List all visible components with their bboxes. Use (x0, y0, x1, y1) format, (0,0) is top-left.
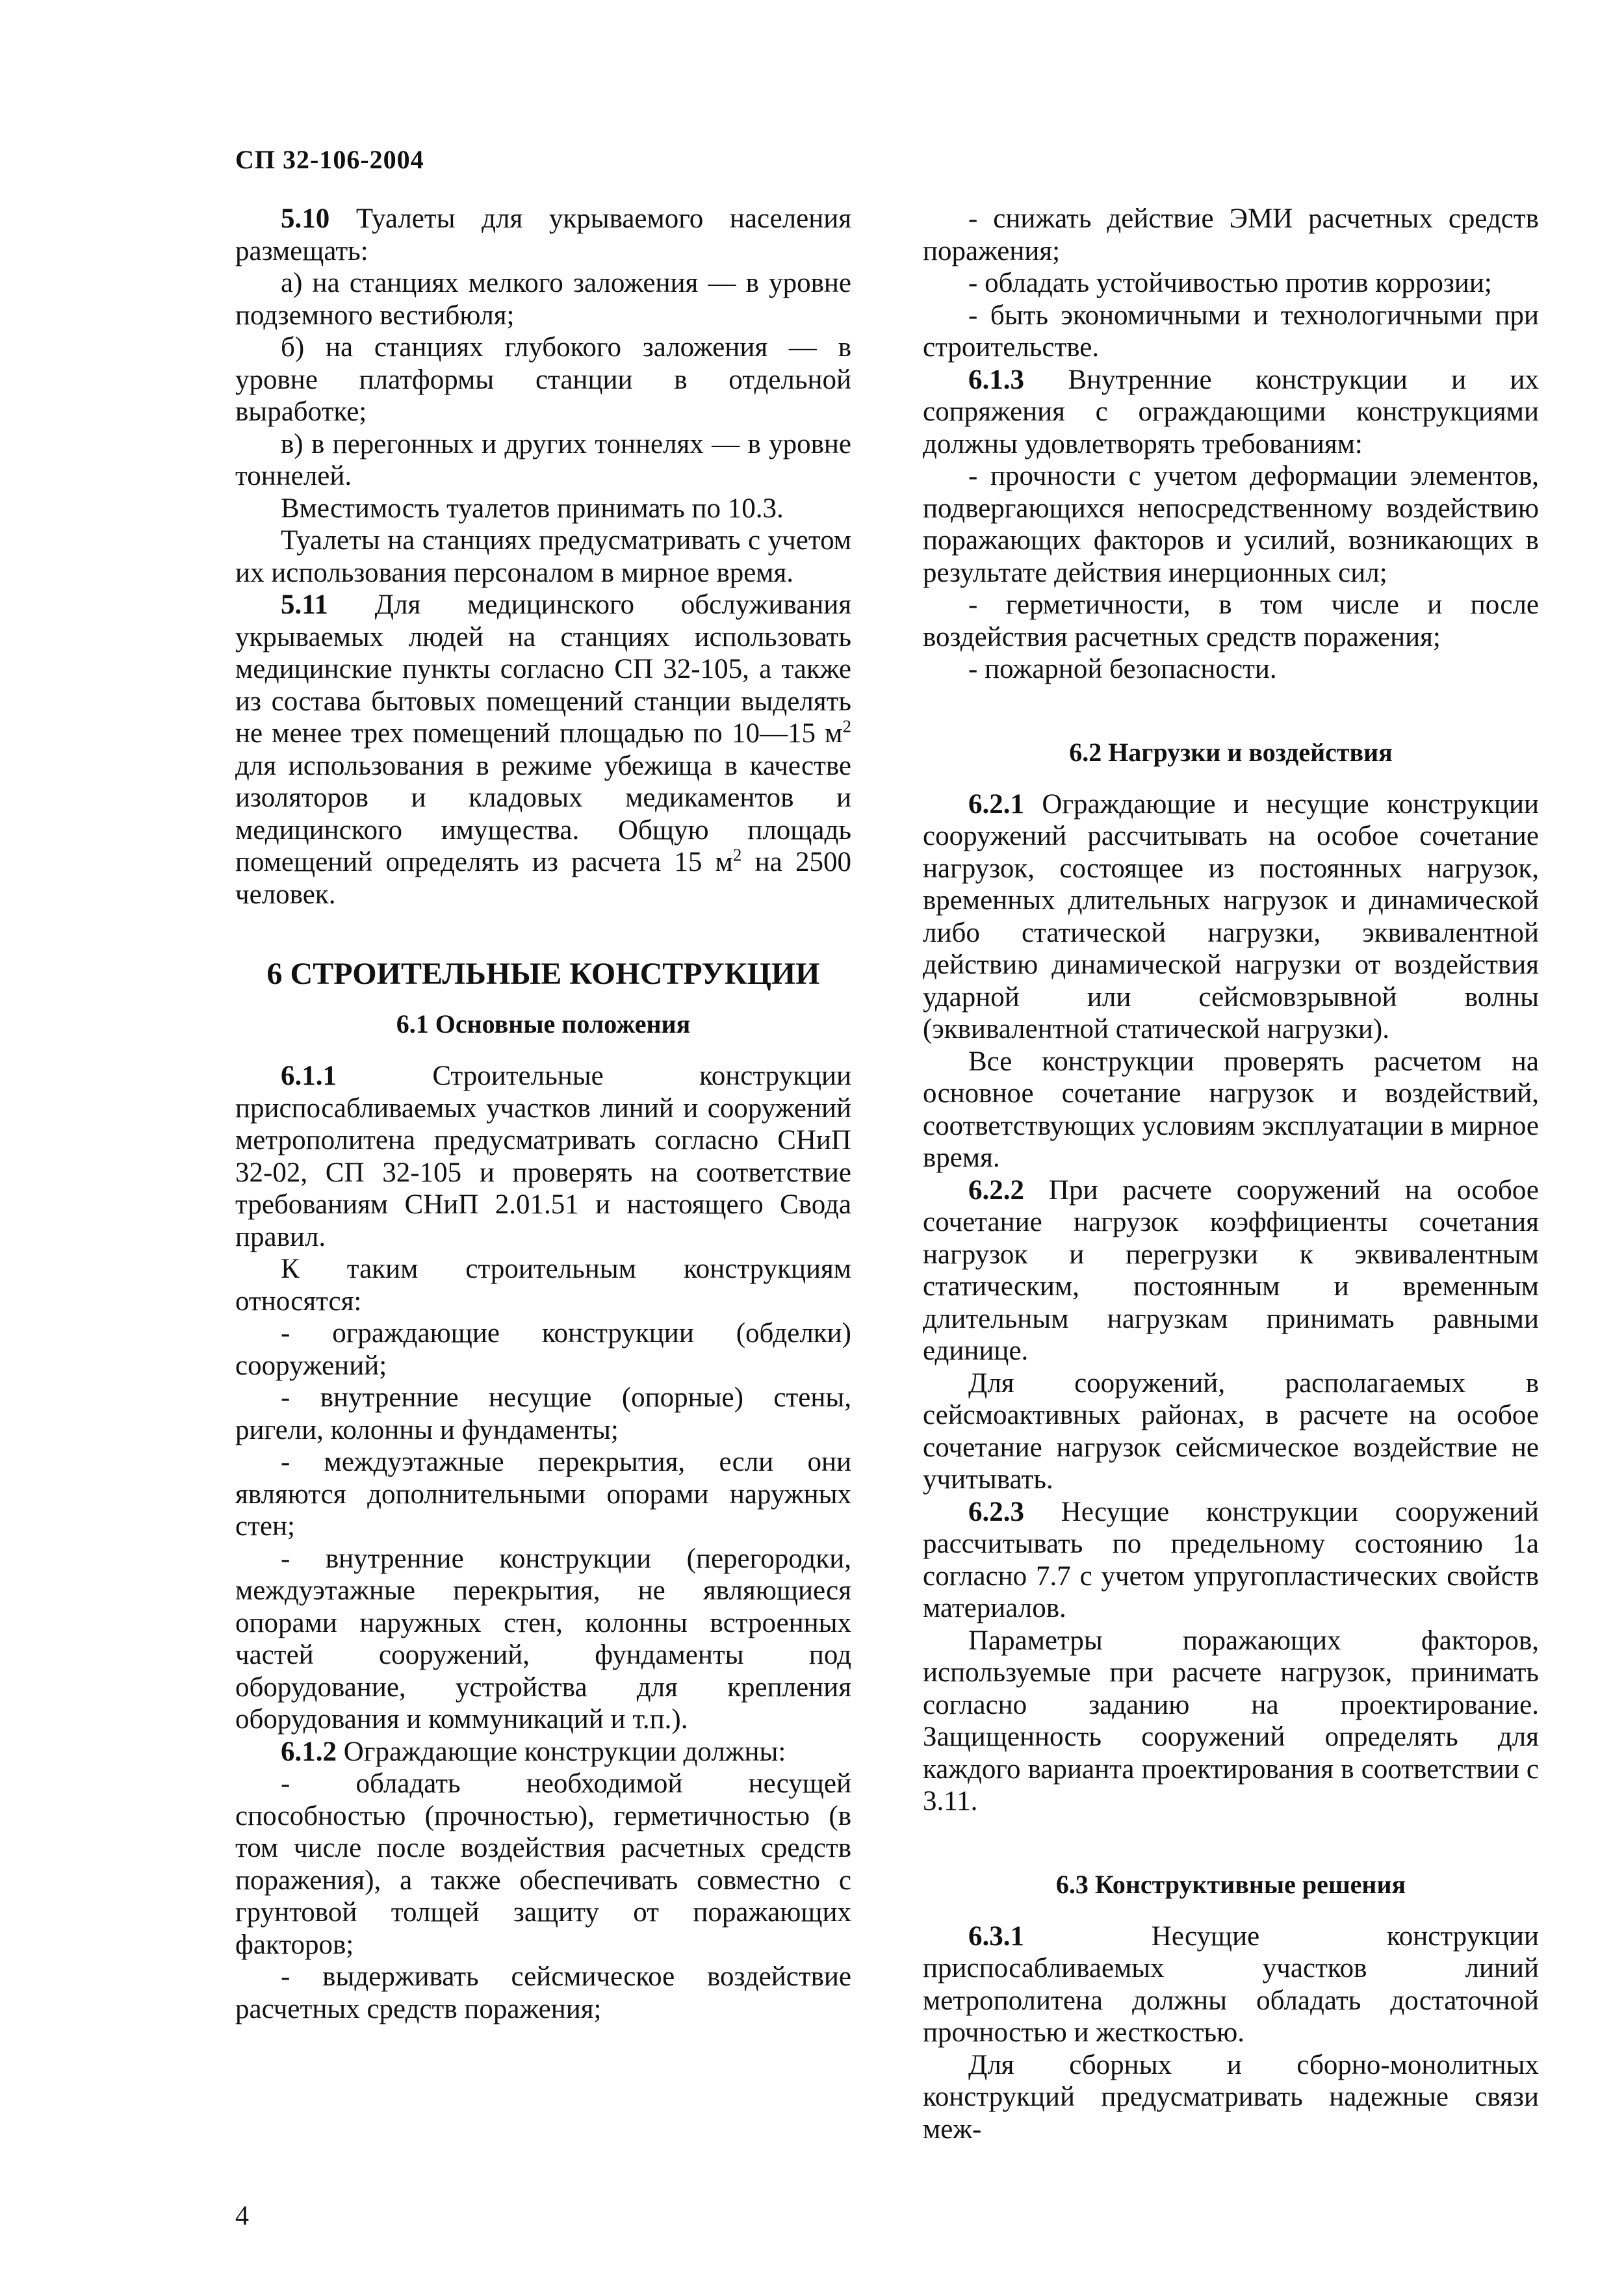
list-item: а) на станциях мелкого заложения — в уровне подземного вестибюля; (235, 268, 851, 331)
list-item: - обладать необходимой несущей способностью (прочностью), герметичностью (в том числе после воздействия расчетных средств поражения), а также обеспечивать совместно с грунтовой толщей защиту от поражающих факторов; (235, 1768, 851, 1960)
clause-number: 5.10 (281, 203, 330, 234)
paragraph-5-10: 5.10 Туалеты для укрываемого населения размещать: (235, 203, 851, 266)
list-item: - быть экономичными и технологичными при строительстве. (923, 300, 1539, 363)
superscript: 2 (732, 845, 742, 865)
clause-number: 6.1.1 (281, 1061, 337, 1091)
paragraph-6-1-1: 6.1.1 Строительные конструкции приспосабливаемых участков линий и сооружений метрополитена предусматривать согласно СНиП 32-02, СП 32-105 и проверять на соответствие требованиям СНиП 2.01.51 и настоящего Свода правил. (235, 1061, 851, 1252)
paragraph: Все конструкции проверять расчетом на основное сочетание нагрузок и воздействий, соответствующих условиям эксплуатации в мирное время. (923, 1046, 1539, 1173)
clause-number: 6.2.2 (968, 1174, 1024, 1206)
superscript: 2 (842, 716, 851, 736)
list-item: - снижать действие ЭМИ расчетных средств поражения; (923, 203, 1539, 266)
paragraph-6-1-2: 6.1.2 Ограждающие конструкции должны: (281, 1736, 786, 1767)
list-item: - герметичности, в том числе и после воздействия расчетных средств поражения; (923, 589, 1539, 653)
list-item: - прочности с учетом деформации элементов, подвергающихся непосредственному воздействию поражающих факторов и усилий, возникающих в результате действия инерционных сил; (923, 461, 1539, 588)
section-title: 6.2 Нагрузки и воздействия (1069, 737, 1393, 767)
paragraph-6-3-1: 6.3.1 Несущие конструкции приспосабливаемых участков линий метрополитена должны обладать достаточной прочностью и жесткостью. (923, 1920, 1539, 2048)
list-item: - ограждающие конструкции (обделки) сооружений; (235, 1318, 851, 1381)
page-number: 4 (235, 2201, 249, 2231)
list-item: - внутренние несущие (опорные) стены, ригели, колонны и фундаменты; (235, 1382, 851, 1445)
list-item: - обладать устойчивостью против коррозии; (968, 268, 1492, 298)
chapter-title: 6 СТРОИТЕЛЬНЫЕ КОНСТРУКЦИИ (266, 957, 820, 991)
paragraph: Параметры поражающих факторов, используемые при расчете нагрузок, принимать согласно заданию на проектирование. Защищенность сооружений определять для каждого варианта проектирования в соответствии с 3.11. (923, 1625, 1539, 1816)
clause-number: 6.1.3 (968, 364, 1024, 395)
paragraph: Туалеты на станциях предусматривать с учетом их использования персоналом в мирное время. (235, 525, 851, 588)
section-title: 6.1 Основные положения (396, 1009, 691, 1039)
list-item: - пожарной безопасности. (968, 654, 1277, 684)
clause-number: 6.2.1 (968, 788, 1024, 820)
paragraph-6-2-3: 6.2.3 Несущие конструкции сооружений рассчитывать по предельному состоянию 1а согласно 7.7 с учетом упругопластических свойств материалов. (923, 1496, 1539, 1623)
paragraph: Вместимость туалетов принимать по 10.3. (281, 493, 784, 524)
left-column (235, 203, 851, 2025)
paragraph-5-11: 5.11 Для медицинского обслуживания укрываемых людей на станциях использовать медицинские пункты согласно СП 32-105, а также из состава бытовых помещений станции выделять не менее трех помещений площадью по 10—15 $м^2$ для использования в режиме убежища в качестве изоляторов и кладовых медикаментов и медицинского имущества. Общую площадь помещений определять из расчета 15 $м^2$ на 2500 человек. (235, 589, 852, 910)
paragraph-6-2-2: 6.2.2 При расчете сооружений на особое сочетание нагрузок коэффициенты сочетания нагрузок и перегрузки к эквивалентным статическим, постоянным и временным длительным нагрузкам принимать равными единице. (923, 1174, 1539, 1366)
paragraph: Для сооружений, располагаемых в сейсмоактивных районах, в расчете на особое сочетание нагрузок сейсмическое воздействие не учитывать. (923, 1367, 1539, 1495)
list-item: - междуэтажные перекрытия, если они являются дополнительными опорами наружных стен; (235, 1447, 851, 1542)
right-column (923, 203, 1539, 2145)
paragraph: Для сборных и сборно-монолитных конструкций предусматривать надежные связи меж- (923, 2049, 1539, 2145)
clause-number: 6.1.2 (281, 1736, 337, 1767)
document-code-header: СП 32-106-2004 (235, 145, 424, 174)
list-item: - внутренние конструкции (перегородки, междуэтажные перекрытия, не являющиеся опорами наружных стен, колонны встроенных частей сооружений, фундаменты под оборудование, устройства для крепления оборудования и коммуникаций и т.п.). (235, 1543, 851, 1735)
clause-number: 6.3.1 (968, 1920, 1024, 1952)
paragraph-6-1-3: 6.1.3 Внутренние конструкции и их сопряжения с ограждающими конструкциями должны удовлетворять требованиям: (923, 364, 1539, 459)
clause-number: 5.11 (281, 589, 328, 620)
list-item: б) на станциях глубокого заложения — в уровне платформы станции в отдельной выработке; (235, 332, 851, 427)
paragraph: К таким строительным конструкциям относятся: (235, 1254, 851, 1317)
section-title: 6.3 Конструктивные решения (1055, 1869, 1406, 1899)
list-item: - выдерживать сейсмическое воздействие расчетных средств поражения; (235, 1961, 851, 2024)
clause-number: 6.2.3 (968, 1496, 1024, 1527)
list-item: в) в перегонных и других тоннелях — в уровне тоннелей. (235, 428, 851, 491)
paragraph-6-2-1: 6.2.1 Ограждающие и несущие конструкции сооружений рассчитывать на особое сочетание нагрузок, состоящее из постоянных нагрузок, временных длительных нагрузок и динамической либо статической нагрузки, эквивалентной действию динамической нагрузки от воздействия ударной или сейсмовзрывной волны (эквивалентной статической нагрузки). (923, 788, 1539, 1044)
